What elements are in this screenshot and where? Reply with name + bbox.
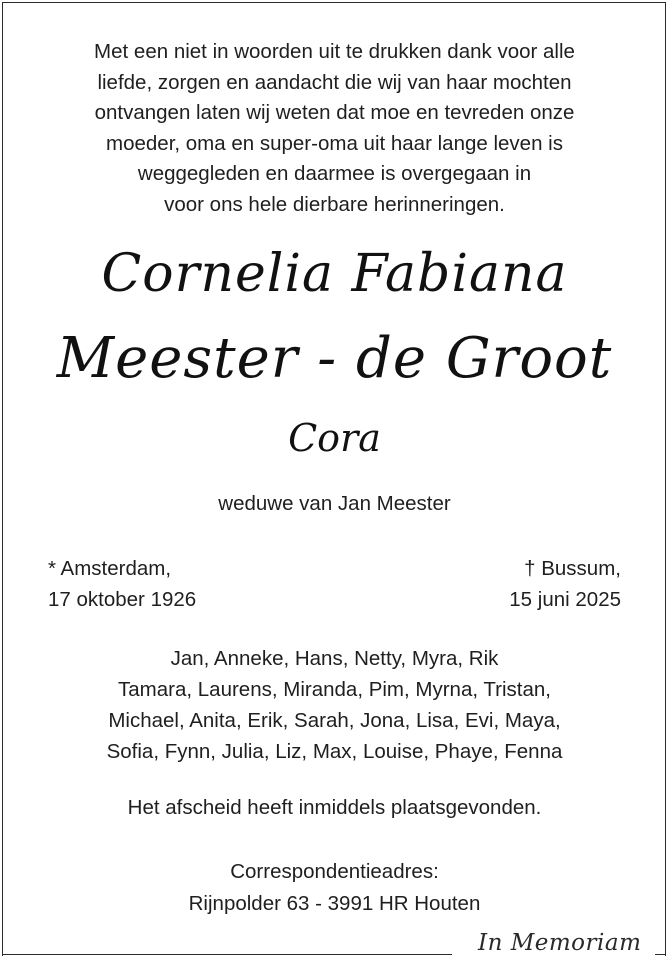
intro-text — [40, 37, 629, 220]
deceased-surname: Meester - de Groot — [56, 326, 613, 391]
family-line: Sofia, Fynn, Julia, Liz, Max, Louise, Phaye, Fenna — [106, 740, 563, 763]
family-line: Michael, Anita, Erik, Sarah, Jona, Lisa, Evi, Maya, — [108, 709, 561, 732]
birth-info — [48, 553, 196, 615]
intro-line: moeder, oma en super-oma uit haar lange leven is — [106, 131, 563, 155]
death-place: † Bussum, — [524, 557, 621, 580]
intro-line: ontvangen laten wij weten dat moe en tevreden onze — [94, 101, 575, 124]
birth-place: * Amsterdam, — [48, 557, 172, 580]
birth-date: 17 oktober 1926 — [48, 588, 197, 611]
death-date: 15 juni 2025 — [509, 588, 621, 611]
bottom-border-left — [2, 954, 452, 955]
intro-line: liefde, zorgen en aandacht die wij van haar mochten — [97, 70, 572, 94]
farewell-notice: Het afscheid heeft inmiddels plaatsgevonden. — [127, 796, 542, 819]
death-info — [509, 553, 621, 615]
intro-line: Met een niet in woorden uit te drukken dank voor alle — [94, 40, 575, 63]
family-line: Tamara, Laurens, Miranda, Pim, Myrna, Tristan, — [118, 678, 551, 701]
correspondence-address — [0, 856, 669, 920]
intro-line: weggegleden en daarmee is overgegaan in — [137, 162, 532, 185]
correspondence-street: Rijnpolder 63 - 3991 HR Houten — [188, 892, 481, 915]
family-line: Jan, Anneke, Hans, Netty, Myra, Rik — [170, 647, 499, 670]
in-memoriam-label: In Memoriam — [478, 930, 642, 956]
widow-of-text: weduwe van Jan Meester — [218, 492, 451, 515]
deceased-first-names: Cornelia Fabiana — [101, 244, 568, 304]
deceased-nickname: Cora — [288, 416, 381, 460]
family-names — [20, 643, 649, 767]
bottom-border-right — [655, 954, 666, 955]
correspondence-label: Correspondentieadres: — [230, 860, 439, 883]
intro-line: voor ons hele dierbare herinneringen. — [164, 192, 505, 216]
